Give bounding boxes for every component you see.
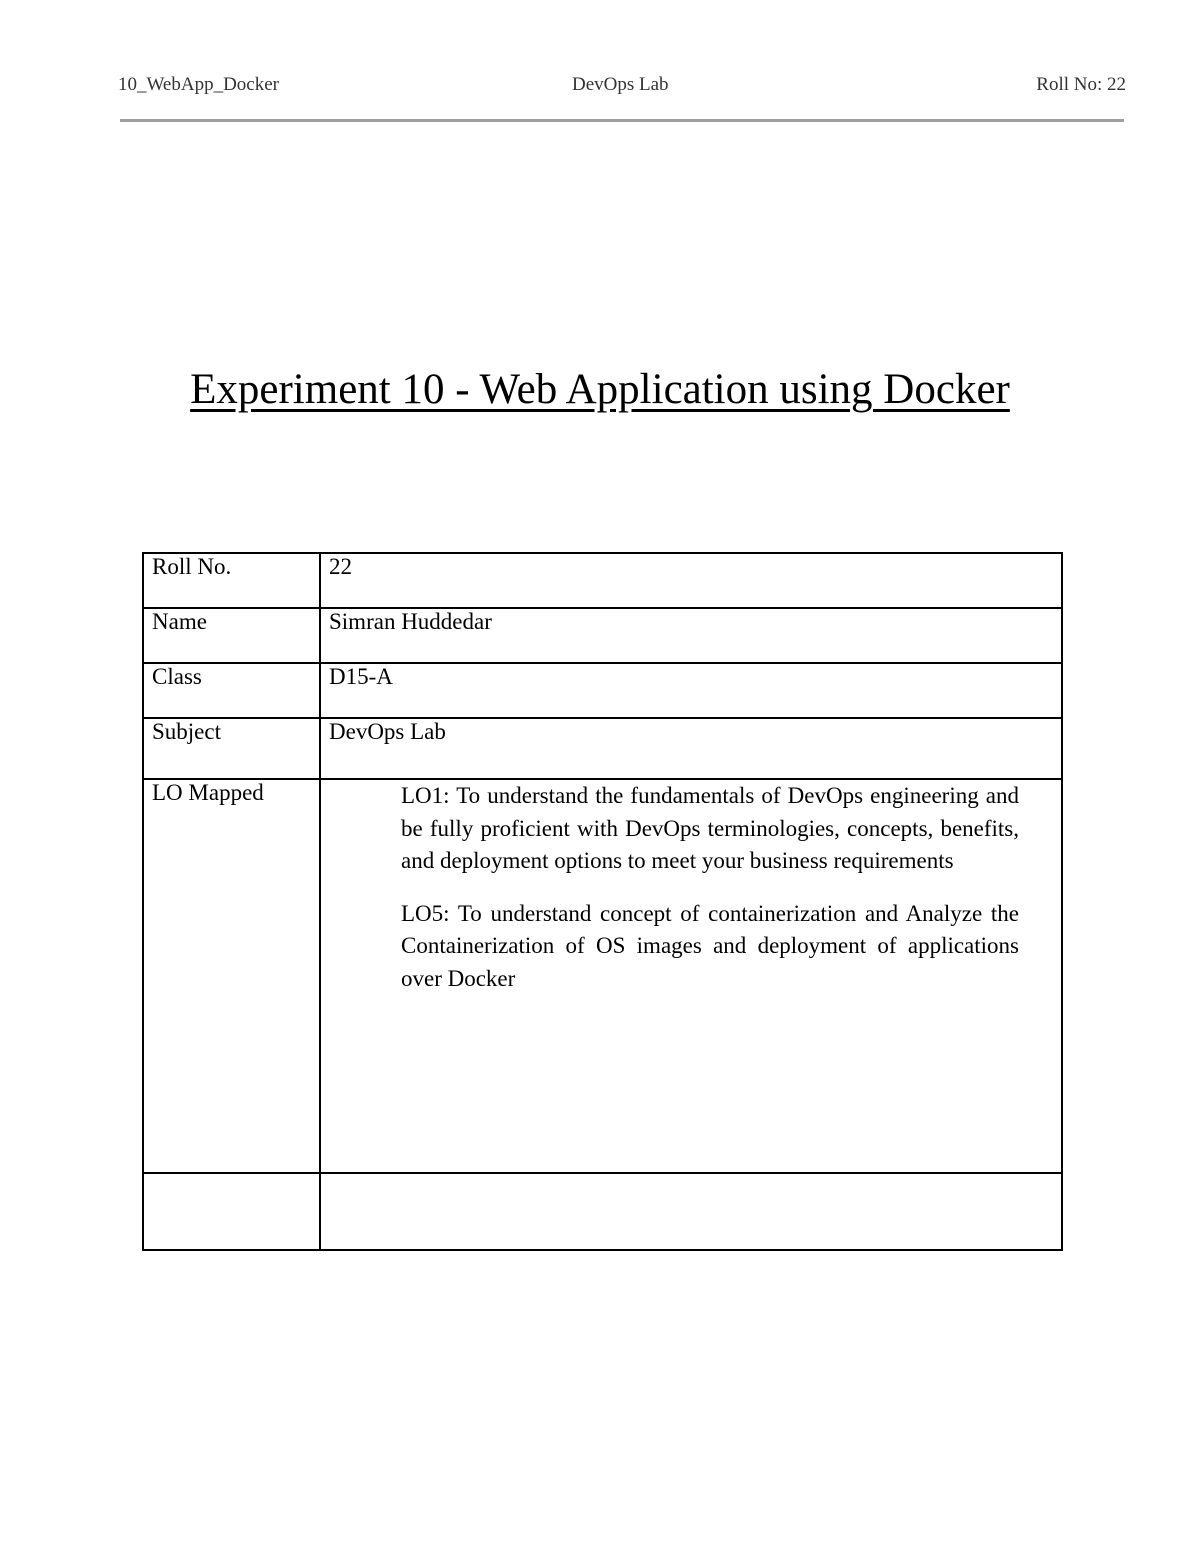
name-value: Simran Huddedar [320, 608, 1062, 663]
roll-no-label: Roll No. [143, 553, 320, 608]
header-divider [120, 119, 1124, 122]
lo-mapped-label: LO Mapped [143, 779, 320, 1173]
table-row-name [143, 608, 1062, 663]
page-header [118, 74, 1126, 102]
empty-value-cell [320, 1173, 1062, 1250]
student-info-table [142, 552, 1063, 1251]
header-roll-no: Roll No: 22 [1036, 74, 1126, 95]
subject-label: Subject [143, 718, 320, 779]
header-subject: DevOps Lab [572, 74, 669, 95]
empty-label-cell [143, 1173, 320, 1250]
document-title-block [0, 362, 1200, 418]
document-title: Experiment 10 - Web Application using Docker [190, 366, 1010, 413]
table-row-lo-mapped [143, 779, 1062, 1173]
table-row-subject [143, 718, 1062, 779]
table-row-empty [143, 1173, 1062, 1250]
subject-value: DevOps Lab [320, 718, 1062, 779]
lo-list [401, 780, 1019, 995]
name-label: Name [143, 608, 320, 663]
lo-item-lo5: LO5: To understand concept of containerization and Analyze the Containerization of OS images and deployment of applications over Docker [401, 900, 1019, 991]
lo-mapped-value [320, 779, 1062, 1173]
table-row-roll-no [143, 553, 1062, 608]
class-value: D15-A [320, 663, 1062, 718]
class-label: Class [143, 663, 320, 718]
roll-no-value: 22 [320, 553, 1062, 608]
table-row-class [143, 663, 1062, 718]
header-file-name: 10_WebApp_Docker [118, 74, 279, 95]
lo-item-lo1: LO1: To understand the fundamentals of DevOps engineering and be fully proficient with DevOps terminologies, concepts, benefits, and deployment options to meet your business requirements [401, 783, 1019, 873]
